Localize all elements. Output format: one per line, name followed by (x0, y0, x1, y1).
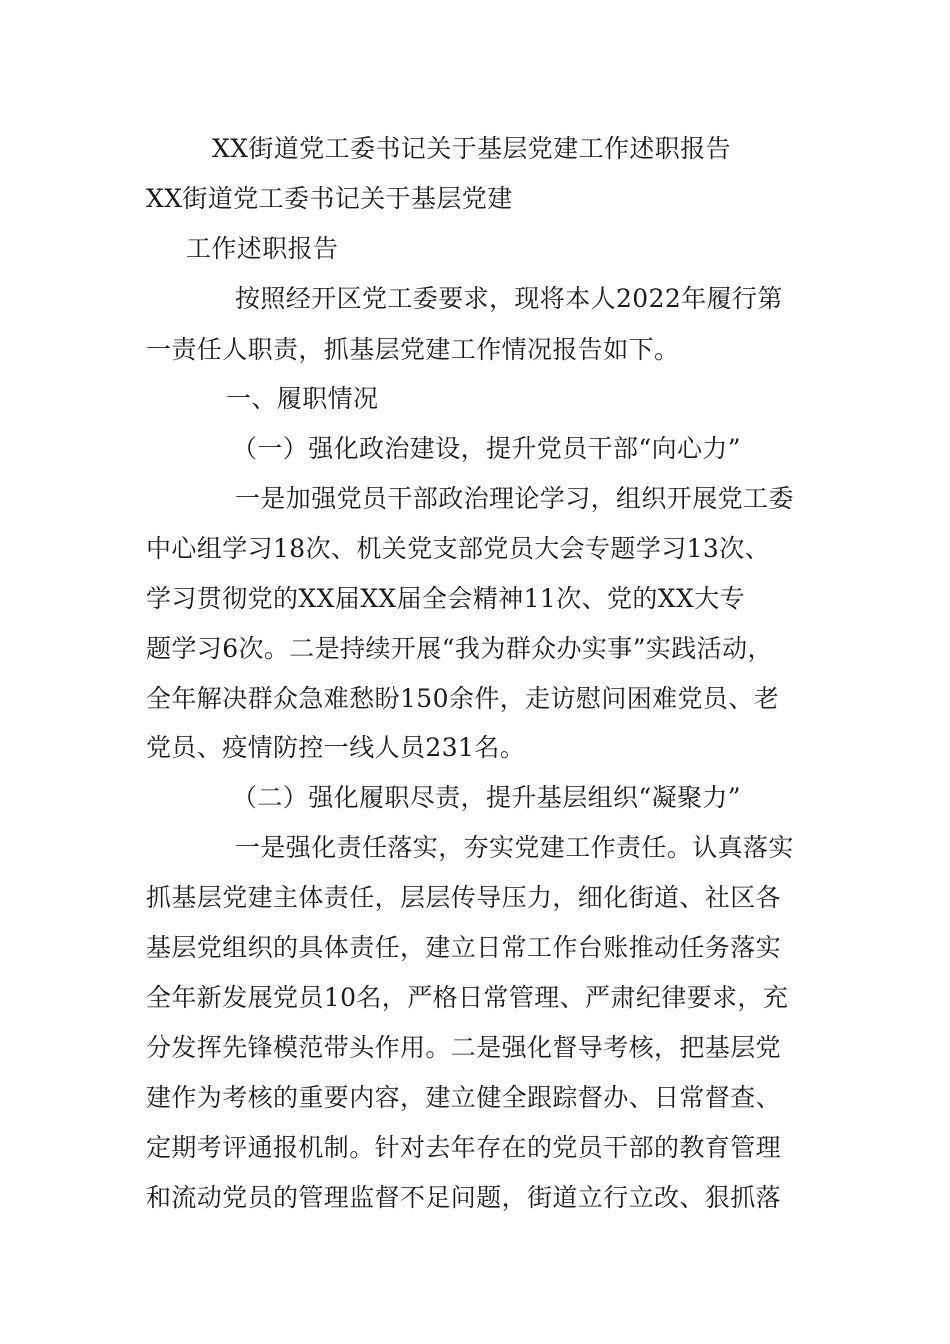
intro-line-2: 一责任人职责，抓基层党建工作情况报告如下。 (146, 335, 680, 364)
paragraph-line: 中心组学习18次、机关党支部党员大会专题学习13次、 (146, 534, 771, 563)
paragraph-line: 党员、疫情防控一线人员231名。 (146, 733, 526, 762)
paragraph-line: 抓基层党建主体责任，层层传导压力，细化街道、社区各 (146, 883, 782, 912)
paragraph-line: 基层党组织的具体责任，建立日常工作台账推动任务落实 (146, 933, 782, 962)
subsection-heading-1: （一）强化政治建设，提升党员干部“向心力” (232, 434, 741, 463)
paragraph-line: 一是强化责任落实，夯实党建工作责任。认真落实 (235, 833, 794, 862)
paragraph-line: 全年新发展党员10名，严格日常管理、严肃纪律要求，充 (146, 983, 789, 1012)
subtitle-line-2: 工作述职报告 (186, 234, 339, 263)
paragraph-line: 定期考评通报机制。针对去年存在的党员干部的教育管理 (146, 1133, 782, 1162)
paragraph-line: 建作为考核的重要内容，建立健全跟踪督办、日常督查、 (146, 1083, 782, 1112)
intro-line-1: 按照经开区党工委要求，现将本人2022年履行第 (235, 284, 783, 313)
subsection-heading-2: （二）强化履职尽责，提升基层组织“凝聚力” (232, 783, 741, 812)
paragraph-line: 分发挥先锋模范带头作用。二是强化督导考核，把基层党 (146, 1033, 782, 1062)
paragraph-line: 全年解决群众急难愁盼150余件，走访慰问困难党员、老 (146, 684, 780, 713)
paragraph-line: 一是加强党员干部政治理论学习，组织开展党工委 (235, 484, 794, 513)
paragraph-line: 学习贯彻党的XX届XX届全会精神11次、党的XX大专 (146, 584, 746, 613)
paragraph-line: 题学习6次。二是持续开展“我为群众办实事”实践活动， (146, 634, 773, 663)
paragraph-line: 和流动党员的管理监督不足问题，街道立行立改、狠抓落 (146, 1183, 782, 1212)
section-heading-1: 一、履职情况 (226, 384, 379, 413)
subtitle-line-1: XX街道党工委书记关于基层党建 (146, 184, 513, 213)
document-title: XX街道党工委书记关于基层党建工作述职报告 (212, 134, 731, 163)
